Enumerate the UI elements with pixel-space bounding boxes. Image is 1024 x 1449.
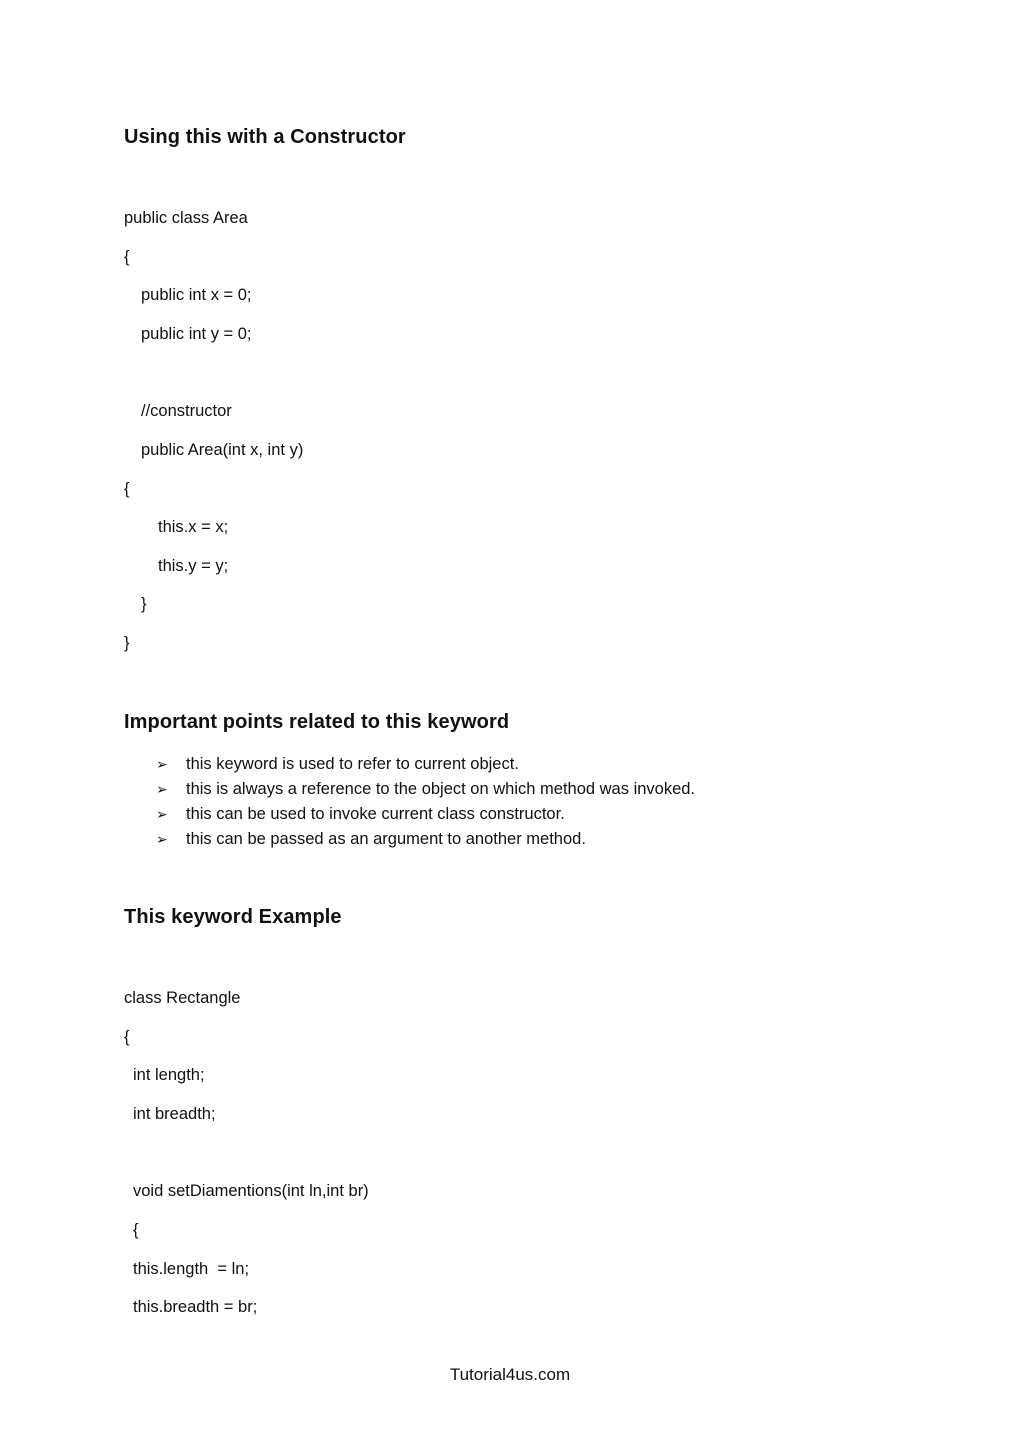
code-line: public int y = 0; <box>141 325 252 343</box>
code-line: this.breadth = br; <box>133 1298 258 1316</box>
arrow-bullet-icon: ➢ <box>156 831 168 847</box>
code-line: int breadth; <box>133 1105 216 1123</box>
arrow-bullet-icon: ➢ <box>156 781 168 797</box>
code-line: public Area(int x, int y) <box>141 441 304 459</box>
arrow-bullet-icon: ➢ <box>156 806 168 822</box>
footer-site-name: Tutorial4us.com <box>449 1365 571 1384</box>
list-item-text: this can be used to invoke current class constructor. <box>186 805 565 823</box>
section-heading-important-points: Important points related to this keyword <box>124 711 510 733</box>
code-line: { <box>124 480 130 498</box>
code-line: { <box>124 248 130 266</box>
list-item-text: this is always a reference to the object on which method was invoked. <box>186 780 696 798</box>
code-line: public int x = 0; <box>141 286 252 304</box>
arrow-bullet-icon: ➢ <box>156 756 168 772</box>
code-line: public class Area <box>124 209 248 227</box>
code-line: { <box>133 1221 139 1239</box>
page-footer <box>0 1365 1024 1385</box>
code-line: this.length = ln; <box>133 1260 250 1278</box>
code-line: } <box>124 634 130 652</box>
code-comment: //constructor <box>141 402 232 420</box>
code-line: } <box>141 595 147 613</box>
code-line: this.y = y; <box>158 557 229 575</box>
code-line: class Rectangle <box>124 989 241 1007</box>
code-line: { <box>124 1028 130 1046</box>
section-heading-example: This keyword Example <box>124 906 342 928</box>
code-line: int length; <box>133 1066 205 1084</box>
list-item-text: this keyword is used to refer to current object. <box>186 755 519 773</box>
section-heading-constructor: Using this with a Constructor <box>124 126 406 148</box>
code-line: void setDiamentions(int ln,int br) <box>133 1182 369 1200</box>
code-line: this.x = x; <box>158 518 229 536</box>
list-item-text: this can be passed as an argument to another method. <box>186 830 586 848</box>
